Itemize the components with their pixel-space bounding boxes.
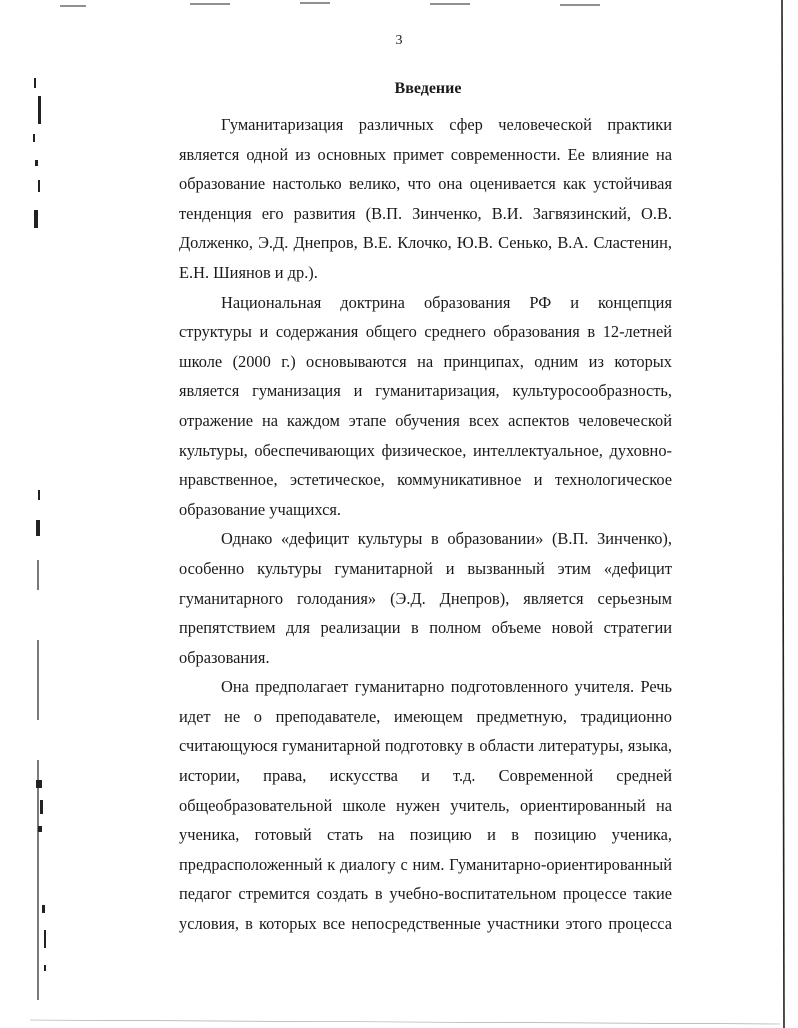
text-line: считающуюся гуманитарной подготовку в области литературы, языка, [179, 736, 672, 756]
text-line: является одной из основных примет современности. Ее влияние на [179, 144, 672, 164]
text-line: условия, в которых все непосредственные участники этого процесса [179, 914, 672, 934]
section-heading: Введение [394, 80, 462, 97]
text-line: отражение на каждом этапе обучения всех аспектов человеческой [179, 410, 672, 430]
text-line: является гуманизация и гуманитаризация, культуросообразность, [179, 381, 672, 401]
text-line: Она предполагает гуманитарно подготовленного учителя. Речь [221, 677, 672, 697]
paragraph-3 [137, 524, 672, 672]
text-line: Гуманитаризация различных сфер человеческой практики [221, 115, 672, 134]
text-line: общеобразовательной школе нужен учитель, ориентированный на [179, 795, 672, 815]
body-text [137, 110, 672, 939]
text-line: Национальная доктрина образования РФ и концепция [221, 292, 672, 312]
text-line: тенденция его развития (В.П. Зинченко, В.И. Загвязинский, О.В. [179, 203, 672, 223]
text-line: идет не о преподавателе, имеющем предметную, традиционно [179, 706, 672, 726]
text-line: гуманитарного голодания» (Э.Д. Днепров), является серьезным [179, 588, 672, 608]
text-line: структуры и содержания общего среднего образования в 12-летней [179, 322, 672, 342]
text-line: Долженко, Э.Д. Днепров, В.Е. Клочко, Ю.В. Сенько, В.А. Сластенин, [179, 233, 672, 253]
text-line: педагог стремится создать в учебно-воспитательном процессе такие [179, 884, 672, 904]
text-line: образования. [179, 647, 270, 667]
paragraph-1 [137, 110, 672, 288]
text-line: истории, права, искусства и т.д. Современной средней [179, 766, 672, 786]
paragraph-2 [137, 288, 672, 525]
text-line: предрасположенный к диалогу с ним. Гуманитарно-ориентированный [179, 854, 672, 874]
paragraph-4 [137, 672, 672, 938]
page-number: 3 [395, 33, 403, 48]
text-line: Е.Н. Шиянов и др.). [179, 262, 318, 282]
text-line: препятствием для реализации в полном объеме новой стратегии [179, 618, 672, 638]
text-line: Однако «дефицит культуры в образовании» (В.П. Зинченко), [221, 529, 672, 549]
text-line: образование учащихся. [179, 499, 342, 519]
text-line: ученика, готовый стать на позицию и в позицию ученика, [179, 825, 672, 845]
text-line: школе (2000 г.) основываются на принципах, одним из которых [179, 351, 672, 371]
text-line: особенно культуры гуманитарной и вызванный этим «дефицит [179, 558, 672, 578]
text-line: нравственное, эстетическое, коммуникативное и технологическое [179, 470, 672, 490]
text-line: культуры, обеспечивающих физическое, интеллектуальное, духовно- [179, 440, 672, 460]
text-line: образование настолько велико, что она оценивается как устойчивая [179, 174, 672, 194]
